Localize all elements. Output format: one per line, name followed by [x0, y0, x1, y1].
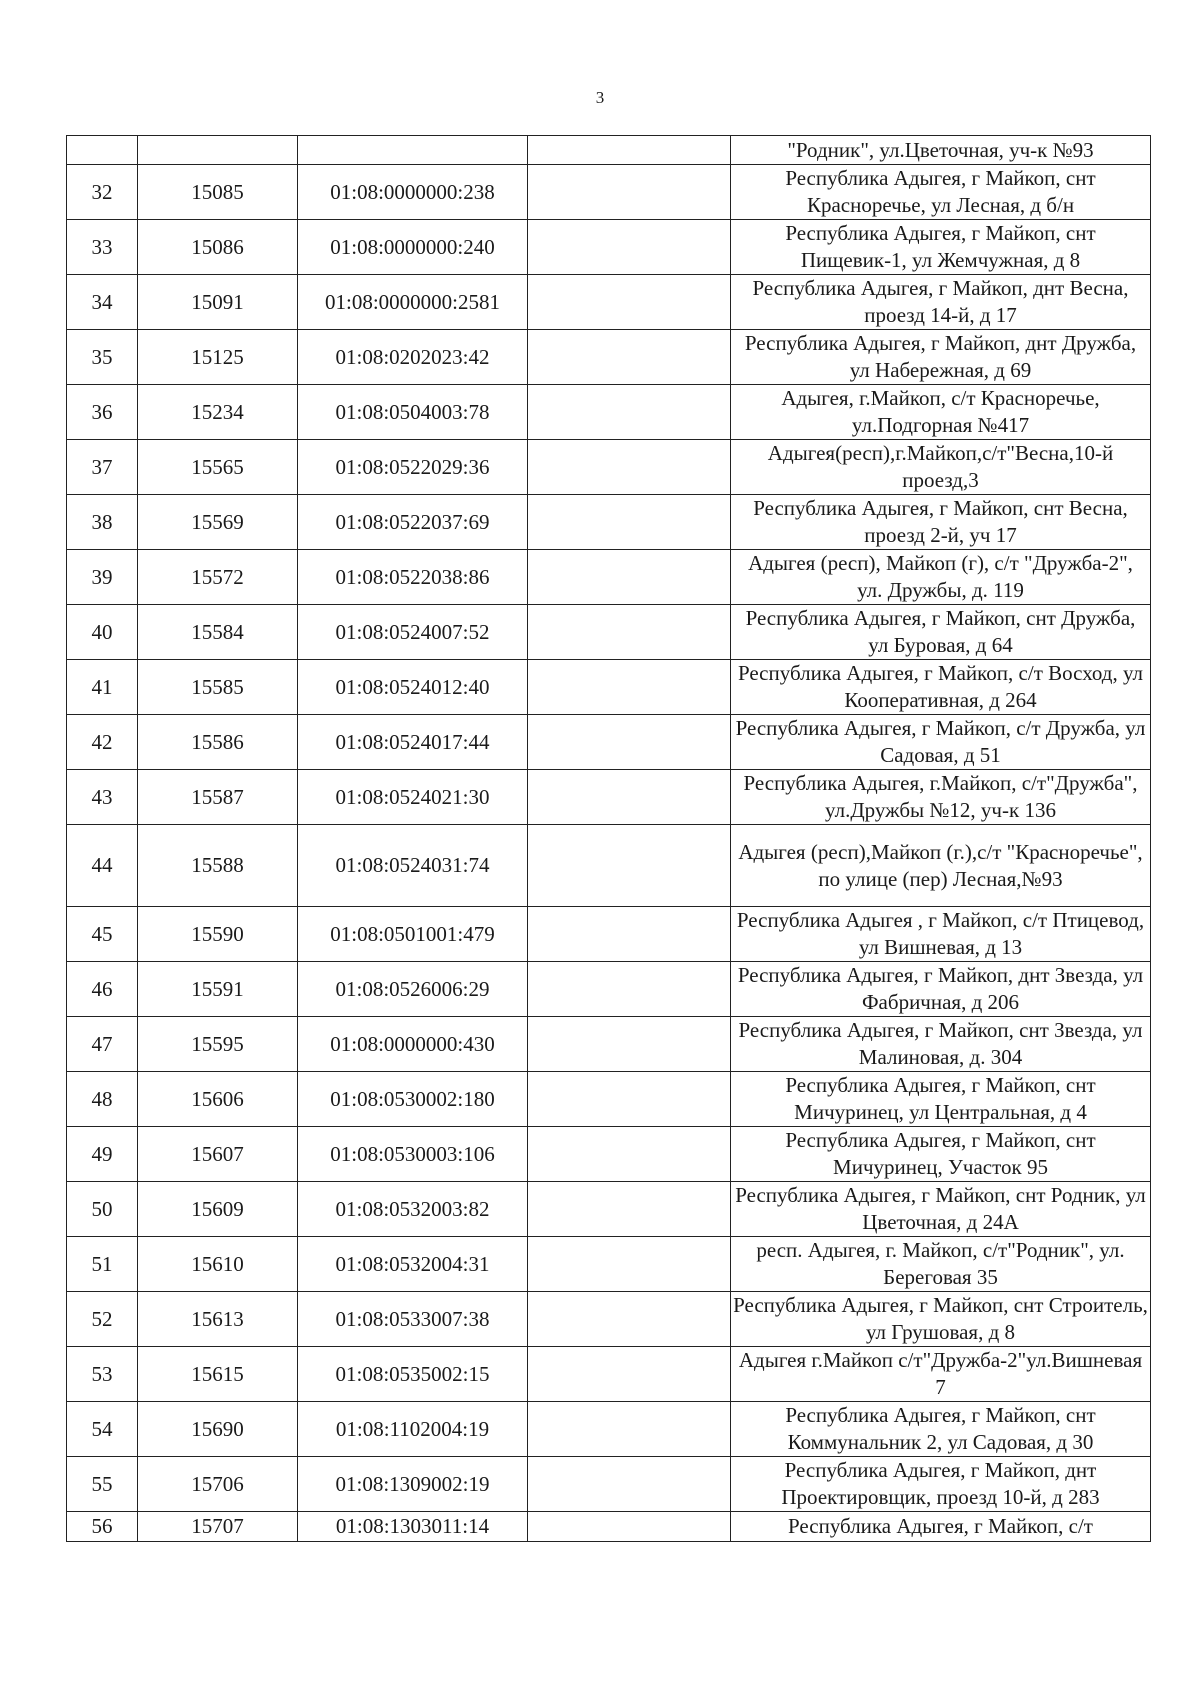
cadastral-number-cell: 01:08:0524021:30 [298, 770, 528, 825]
cadastral-number-cell: 01:08:0000000:2581 [298, 275, 528, 330]
cadastral-number-cell: 01:08:1309002:19 [298, 1457, 528, 1512]
row-number-cell: 53 [67, 1347, 138, 1402]
cadastral-number-cell: 01:08:0532003:82 [298, 1182, 528, 1237]
cadastral-number-cell: 01:08:0000000:238 [298, 165, 528, 220]
address-cell: Республика Адыгея, г Майкоп, снт Пищевик-1, ул Жемчужная, д 8 [731, 220, 1151, 275]
table-row [67, 165, 1151, 220]
object-id-cell: 15091 [138, 275, 298, 330]
object-id-cell: 15613 [138, 1292, 298, 1347]
empty-cell [528, 660, 731, 715]
table-row [67, 136, 1151, 165]
object-id-cell: 15590 [138, 907, 298, 962]
row-number-cell: 48 [67, 1072, 138, 1127]
empty-cell [528, 907, 731, 962]
address-cell: Республика Адыгея, г Майкоп, днт Весна, проезд 14-й, д 17 [731, 275, 1151, 330]
table-row [67, 1512, 1151, 1542]
object-id-cell: 15569 [138, 495, 298, 550]
table-row [67, 495, 1151, 550]
table-row [67, 825, 1151, 907]
object-id-cell: 15607 [138, 1127, 298, 1182]
address-cell: Адыгея(респ),г.Майкоп,с/т"Весна,10-й проезд,3 [731, 440, 1151, 495]
cadastral-number-cell [298, 136, 528, 165]
object-id-cell: 15585 [138, 660, 298, 715]
address-cell: Республика Адыгея, г.Майкоп, с/т"Дружба", ул.Дружбы №12, уч-к 136 [731, 770, 1151, 825]
table-row [67, 1402, 1151, 1457]
row-number-cell [67, 136, 138, 165]
address-cell: Адыгея (респ),Майкоп (г.),с/т "Красноречье", по улице (пер) Лесная,№93 [731, 825, 1151, 907]
empty-cell [528, 220, 731, 275]
address-cell: Республика Адыгея, г Майкоп, с/т Дружба, ул Садовая, д 51 [731, 715, 1151, 770]
empty-cell [528, 1402, 731, 1457]
empty-cell [528, 1292, 731, 1347]
table-body [67, 136, 1151, 1542]
object-id-cell: 15615 [138, 1347, 298, 1402]
cadastral-number-cell: 01:08:1303011:14 [298, 1512, 528, 1542]
object-id-cell: 15610 [138, 1237, 298, 1292]
object-id-cell: 15587 [138, 770, 298, 825]
address-cell: респ. Адыгея, г. Майкоп, с/т"Родник", ул. Береговая 35 [731, 1237, 1151, 1292]
row-number-cell: 36 [67, 385, 138, 440]
empty-cell [528, 1182, 731, 1237]
row-number-cell: 34 [67, 275, 138, 330]
row-number-cell: 54 [67, 1402, 138, 1457]
empty-cell [528, 770, 731, 825]
empty-cell [528, 825, 731, 907]
row-number-cell: 51 [67, 1237, 138, 1292]
object-id-cell: 15565 [138, 440, 298, 495]
empty-cell [528, 495, 731, 550]
cadastral-number-cell: 01:08:0000000:430 [298, 1017, 528, 1072]
empty-cell [528, 715, 731, 770]
address-cell: Республика Адыгея , г Майкоп, с/т Птицевод, ул Вишневая, д 13 [731, 907, 1151, 962]
cadastral-number-cell: 01:08:0522038:86 [298, 550, 528, 605]
empty-cell [528, 275, 731, 330]
cadastral-number-cell: 01:08:0524031:74 [298, 825, 528, 907]
cadastral-number-cell: 01:08:0501001:479 [298, 907, 528, 962]
row-number-cell: 37 [67, 440, 138, 495]
table-row [67, 1127, 1151, 1182]
cadastral-number-cell: 01:08:1102004:19 [298, 1402, 528, 1457]
table-row [67, 550, 1151, 605]
cadastral-number-cell: 01:08:0524012:40 [298, 660, 528, 715]
empty-cell [528, 1017, 731, 1072]
row-number-cell: 46 [67, 962, 138, 1017]
row-number-cell: 42 [67, 715, 138, 770]
address-cell: Республика Адыгея, г Майкоп, снт Дружба, ул Буровая, д 64 [731, 605, 1151, 660]
address-cell: Адыгея (респ), Майкоп (г), с/т "Дружба-2", ул. Дружбы, д. 119 [731, 550, 1151, 605]
table-row [67, 330, 1151, 385]
empty-cell [528, 136, 731, 165]
object-id-cell: 15591 [138, 962, 298, 1017]
object-id-cell: 15609 [138, 1182, 298, 1237]
table-row [67, 715, 1151, 770]
row-number-cell: 32 [67, 165, 138, 220]
table-row [67, 1347, 1151, 1402]
address-cell: Республика Адыгея, г Майкоп, днт Проектировщик, проезд 10-й, д 283 [731, 1457, 1151, 1512]
cadastral-number-cell: 01:08:0530002:180 [298, 1072, 528, 1127]
cadastral-number-cell: 01:08:0533007:38 [298, 1292, 528, 1347]
object-id-cell: 15595 [138, 1017, 298, 1072]
cadastral-number-cell: 01:08:0000000:240 [298, 220, 528, 275]
table-row [67, 605, 1151, 660]
empty-cell [528, 550, 731, 605]
row-number-cell: 38 [67, 495, 138, 550]
table-row [67, 275, 1151, 330]
table-row [67, 1292, 1151, 1347]
object-id-cell: 15572 [138, 550, 298, 605]
row-number-cell: 50 [67, 1182, 138, 1237]
address-cell: Республика Адыгея, г Майкоп, снт Весна, проезд 2-й, уч 17 [731, 495, 1151, 550]
cadastral-number-cell: 01:08:0504003:78 [298, 385, 528, 440]
table-row [67, 770, 1151, 825]
object-id-cell: 15086 [138, 220, 298, 275]
empty-cell [528, 605, 731, 660]
address-cell: Республика Адыгея, г Майкоп, с/т [731, 1512, 1151, 1542]
object-id-cell: 15586 [138, 715, 298, 770]
address-cell: Республика Адыгея, г Майкоп, снт Краснoречье, ул Лесная, д б/н [731, 165, 1151, 220]
cadastral-number-cell: 01:08:0522029:36 [298, 440, 528, 495]
cadastral-number-cell: 01:08:0202023:42 [298, 330, 528, 385]
empty-cell [528, 1237, 731, 1292]
object-id-cell: 15606 [138, 1072, 298, 1127]
cadastral-number-cell: 01:08:0522037:69 [298, 495, 528, 550]
address-cell: Республика Адыгея, г Майкоп, днт Дружба, ул Набережная, д 69 [731, 330, 1151, 385]
address-cell: Адыгея г.Майкоп с/т"Дружба-2"ул.Вишневая 7 [731, 1347, 1151, 1402]
row-number-cell: 56 [67, 1512, 138, 1542]
address-cell: Республика Адыгея, г Майкоп, снт Коммунальник 2, ул Садовая, д 30 [731, 1402, 1151, 1457]
cadastral-number-cell: 01:08:0530003:106 [298, 1127, 528, 1182]
object-id-cell [138, 136, 298, 165]
row-number-cell: 35 [67, 330, 138, 385]
address-cell: Республика Адыгея, г Майкоп, снт Мичуринец, ул Центральная, д 4 [731, 1072, 1151, 1127]
empty-cell [528, 1512, 731, 1542]
object-id-cell: 15125 [138, 330, 298, 385]
address-cell: Республика Адыгея, г Майкоп, днт Звезда, ул Фабричная, д 206 [731, 962, 1151, 1017]
cadastral-number-cell: 01:08:0535002:15 [298, 1347, 528, 1402]
row-number-cell: 52 [67, 1292, 138, 1347]
empty-cell [528, 962, 731, 1017]
object-id-cell: 15706 [138, 1457, 298, 1512]
table-row [67, 220, 1151, 275]
object-id-cell: 15707 [138, 1512, 298, 1542]
registry-table [66, 135, 1151, 1542]
address-cell: Республика Адыгея, г Майкоп, снт Звезда, ул Малиновая, д. 304 [731, 1017, 1151, 1072]
address-cell: Республика Адыгея, г Майкоп, снт Мичуринец, Участок 95 [731, 1127, 1151, 1182]
empty-cell [528, 165, 731, 220]
row-number-cell: 33 [67, 220, 138, 275]
row-number-cell: 44 [67, 825, 138, 907]
object-id-cell: 15234 [138, 385, 298, 440]
row-number-cell: 49 [67, 1127, 138, 1182]
row-number-cell: 55 [67, 1457, 138, 1512]
table-row [67, 1017, 1151, 1072]
table-row [67, 1237, 1151, 1292]
table-row [67, 440, 1151, 495]
address-cell: Республика Адыгея, г Майкоп, снт Родник, ул Цветочная, д 24А [731, 1182, 1151, 1237]
row-number-cell: 47 [67, 1017, 138, 1072]
address-cell: Адыгея, г.Майкоп, с/т Красноречье, ул.Подгорная №417 [731, 385, 1151, 440]
empty-cell [528, 1072, 731, 1127]
cadastral-number-cell: 01:08:0524017:44 [298, 715, 528, 770]
object-id-cell: 15588 [138, 825, 298, 907]
row-number-cell: 40 [67, 605, 138, 660]
row-number-cell: 45 [67, 907, 138, 962]
page-number: 3 [595, 88, 605, 107]
table-row [67, 962, 1151, 1017]
row-number-cell: 39 [67, 550, 138, 605]
table-row [67, 907, 1151, 962]
address-cell: "Родник", ул.Цветочная, уч-к №93 [731, 136, 1151, 165]
row-number-cell: 43 [67, 770, 138, 825]
address-cell: Республика Адыгея, г Майкоп, снт Строитель, ул Грушовая, д 8 [731, 1292, 1151, 1347]
empty-cell [528, 1457, 731, 1512]
empty-cell [528, 385, 731, 440]
empty-cell [528, 330, 731, 385]
empty-cell [528, 1127, 731, 1182]
empty-cell [528, 440, 731, 495]
object-id-cell: 15690 [138, 1402, 298, 1457]
empty-cell [528, 1347, 731, 1402]
table-row [67, 1182, 1151, 1237]
row-number-cell: 41 [67, 660, 138, 715]
table-row [67, 660, 1151, 715]
object-id-cell: 15085 [138, 165, 298, 220]
table-row [67, 1457, 1151, 1512]
cadastral-number-cell: 01:08:0524007:52 [298, 605, 528, 660]
cadastral-number-cell: 01:08:0532004:31 [298, 1237, 528, 1292]
table-row [67, 1072, 1151, 1127]
address-cell: Республика Адыгея, г Майкоп, с/т Восход, ул Кооперативная, д 264 [731, 660, 1151, 715]
object-id-cell: 15584 [138, 605, 298, 660]
cadastral-number-cell: 01:08:0526006:29 [298, 962, 528, 1017]
table-row [67, 385, 1151, 440]
